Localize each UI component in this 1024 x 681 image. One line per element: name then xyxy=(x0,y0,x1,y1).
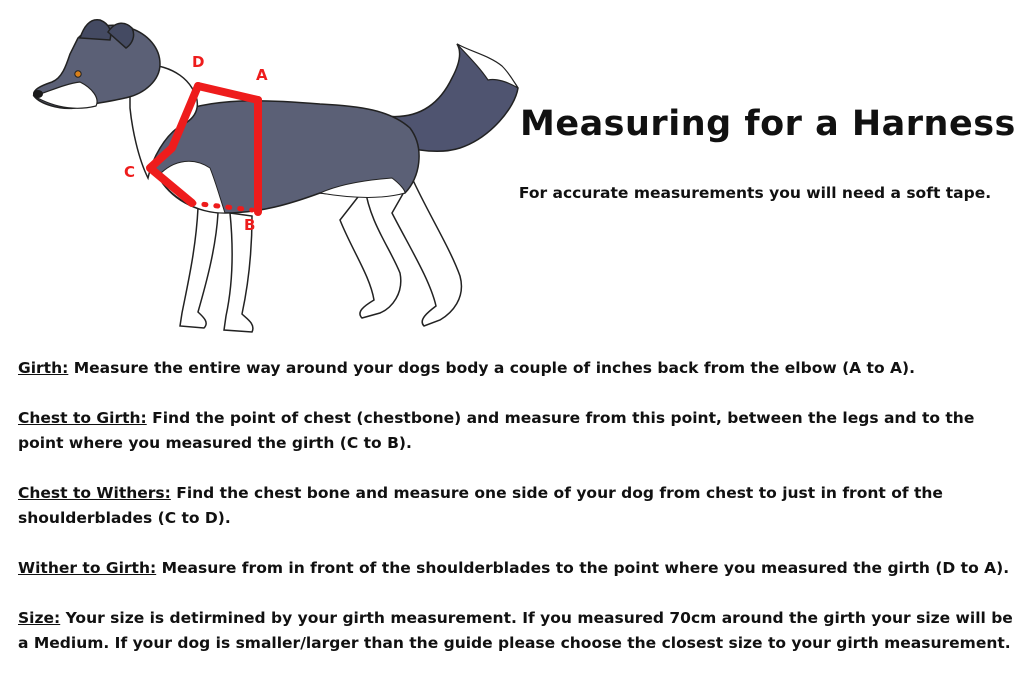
dog-hind-leg xyxy=(340,188,401,318)
instruction-chest-to-girth xyxy=(18,406,1014,456)
instruction-text: Measure the entire way around your dogs body a couple of inches back from the elbow (A to A). xyxy=(73,359,915,377)
instruction-text: Your size is detirmined by your girth measurement. If you measured 70cm around the girth your size will be a Medium. If your dog is smaller/larger than the guide please choose the closest size to your girth measurement. xyxy=(18,609,1013,652)
instruction-term: Girth: xyxy=(18,359,69,377)
dog-front-leg xyxy=(180,208,218,328)
instruction-term: Chest to Girth: xyxy=(18,409,147,427)
dog-nose xyxy=(33,90,43,98)
dog-eye xyxy=(75,71,81,77)
point-label-d: D xyxy=(192,53,205,71)
instruction-text: Find the chest bone and measure one side of your dog from chest to just in front of the shoulderblades (C to D). xyxy=(18,484,943,527)
instruction-girth xyxy=(18,356,1014,381)
instruction-term: Size: xyxy=(18,609,61,627)
dog-measurement-diagram xyxy=(20,8,520,343)
point-label-b: B xyxy=(244,216,256,234)
point-label-a: A xyxy=(256,66,268,84)
dog-ear xyxy=(80,20,111,40)
page-subtitle: For accurate measurements you will need a soft tape. xyxy=(518,184,992,202)
instruction-term: Wither to Girth: xyxy=(18,559,157,577)
measurement-instructions xyxy=(18,356,1014,681)
instruction-chest-to-withers xyxy=(18,481,1014,531)
page-title: Measuring for a Harness xyxy=(520,104,1016,144)
instruction-size xyxy=(18,606,1014,656)
point-label-c: C xyxy=(124,163,136,181)
line-d-to-a xyxy=(198,86,258,100)
dog-illustration xyxy=(20,8,520,343)
instruction-text: Find the point of chest (chestbone) and measure from this point, between the legs and to the point where you measured the girth (C to B). xyxy=(18,409,975,452)
instruction-text: Measure from in front of the shoulderblades to the point where you measured the girth (D to A). xyxy=(161,559,1010,577)
instruction-wither-to-girth xyxy=(18,556,1014,581)
instruction-term: Chest to Withers: xyxy=(18,484,171,502)
